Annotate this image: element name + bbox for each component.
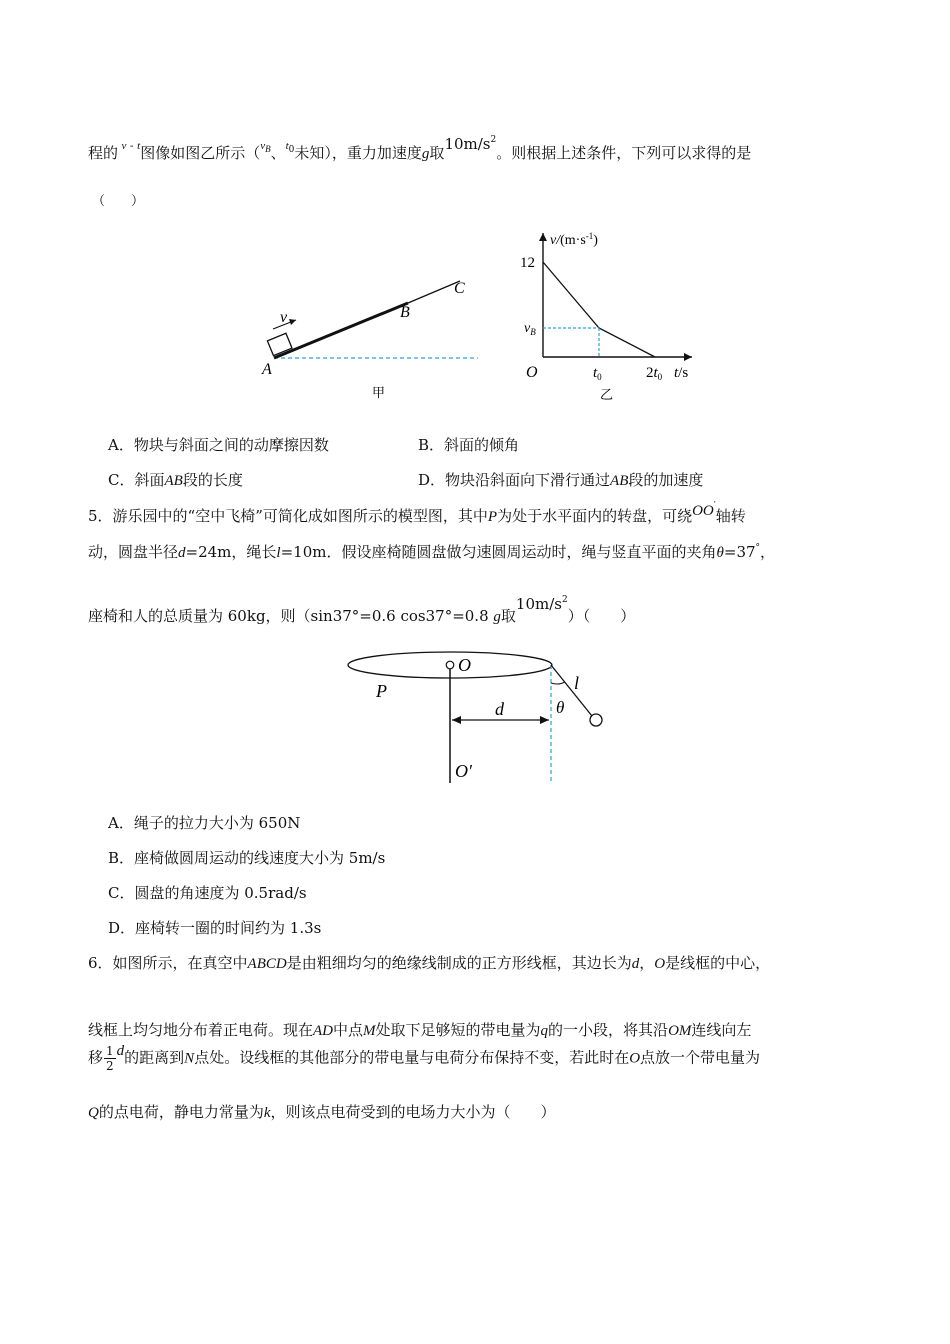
value: =24m	[185, 543, 232, 561]
text: ，绳长	[231, 543, 277, 561]
text: 段的长度	[182, 471, 243, 489]
var-Q: Q	[88, 1105, 99, 1121]
q5-option-a: A．绳子的拉力大小为 650N	[108, 814, 301, 832]
tick-2t0: $2t_0$	[646, 365, 663, 382]
var-d: d	[178, 545, 186, 561]
var-t: t	[285, 140, 289, 152]
axis-t-label: t/s	[674, 365, 689, 381]
text: 的点电荷，静电力常量为	[98, 1103, 264, 1121]
var-d: d	[631, 956, 640, 972]
caption-yi: 乙	[600, 387, 614, 402]
text: 座椅和人的总质量为 60kg，则（sin37°=0.6 cos37°=0.8	[88, 607, 489, 625]
q5-text-line3	[88, 595, 636, 626]
text: 未知），重力加速度	[294, 144, 422, 162]
prime: ′	[713, 501, 716, 511]
q6-text-line2	[88, 1019, 751, 1040]
var-abcd: ABCD	[247, 956, 287, 972]
text: 取	[500, 607, 516, 625]
g-value: 10m/s	[444, 135, 491, 153]
q4-option-a: A．物块与斜面之间的动摩擦因数	[108, 436, 329, 454]
text: 中点	[333, 1021, 364, 1039]
dash: -	[129, 139, 134, 152]
text: 线框上均匀地分布着正电荷。现在	[88, 1021, 314, 1039]
text: 是由粗细均匀的绝缘线制成的正方形线框，其边长为	[286, 954, 632, 972]
figure-flying-chair	[340, 645, 620, 790]
origin-O: O	[526, 364, 538, 381]
axis-v-label: $v/(m\cdot s^{-1})$	[550, 231, 598, 248]
q4-option-c	[108, 469, 243, 490]
text: ）（ ）	[567, 607, 636, 625]
text: 轴转	[715, 507, 746, 525]
q5-text-line1	[88, 501, 746, 526]
text: 6．如图所示，在真空中	[88, 954, 248, 972]
var-d: d	[116, 1042, 125, 1059]
text: ，	[760, 543, 776, 561]
text: 移	[88, 1048, 104, 1067]
var-k: k	[263, 1105, 271, 1121]
q6-text-line4	[88, 1101, 556, 1122]
sub-0: 0	[288, 145, 295, 155]
q5-option-b: B．座椅做圆周运动的线速度大小为 5m/s	[108, 849, 386, 867]
text: 段的加速度	[628, 471, 704, 489]
numerator: 1	[106, 1044, 114, 1058]
figure-yi	[510, 225, 700, 405]
text: 处取下足够短的带电量为	[375, 1021, 541, 1039]
exp: 2	[561, 595, 568, 605]
sep: 、	[270, 144, 286, 162]
value: =10m	[280, 543, 327, 561]
text: 。则根据上述条件，下列可以求得的是	[496, 144, 752, 162]
var-q: q	[540, 1023, 549, 1039]
text: 的距离到	[124, 1048, 185, 1067]
tick-vB: $v_B$	[524, 321, 536, 337]
text: ，则该点电荷受到的电场力大小为（ ）	[270, 1103, 556, 1121]
var-ab: AB	[164, 473, 183, 489]
var-oo: OO	[692, 503, 714, 519]
label-d: d	[495, 699, 504, 719]
var-om: OM	[668, 1023, 692, 1039]
label-C: C	[454, 280, 465, 297]
label-l: l	[574, 673, 580, 693]
text: ，	[639, 954, 655, 972]
q6-text-line1	[88, 952, 770, 973]
text: 点处。设线框的其他部分的带电量与电荷分布保持不变，若此时在	[194, 1048, 630, 1067]
q4-text-line1	[88, 135, 752, 163]
var-p: P	[487, 509, 498, 525]
var-o: O	[629, 1050, 641, 1067]
q4-option-b: B．斜面的倾角	[418, 436, 520, 454]
var-v: v	[260, 140, 266, 152]
q5-option-c: C．圆盘的角速度为 0.5rad/s	[108, 884, 307, 902]
label-v: v	[280, 309, 288, 326]
var-v: v	[121, 140, 127, 152]
degree: °	[755, 543, 761, 553]
label-B: B	[400, 304, 410, 321]
var-ad: AD	[313, 1023, 334, 1039]
text: 取	[429, 144, 445, 162]
q4-answer-paren: （ ）	[92, 194, 145, 209]
value: =37	[723, 543, 756, 561]
tick-12: 12	[520, 255, 535, 271]
text: D．物块沿斜面向下滑行通过	[418, 471, 611, 489]
denominator: 2	[106, 1059, 114, 1073]
var-g: g	[421, 146, 430, 162]
text: ．假设座椅随圆盘做匀速圆周运动时，绳与竖直平面的夹角	[326, 543, 717, 561]
text: 为处于水平面内的转盘，可绕	[497, 507, 693, 525]
text: 是线框的中心，	[665, 954, 771, 972]
q4-option-d	[418, 469, 703, 490]
figure-jia	[250, 265, 490, 405]
text: 的一小段，将其沿	[548, 1021, 669, 1039]
text: 5．游乐园中的“空中飞椅”可简化成如图所示的模型图，其中	[88, 507, 488, 525]
var-g: g	[493, 609, 501, 625]
label-O-prime: O′	[455, 761, 472, 781]
var-ab: AB	[610, 473, 629, 489]
vt-graph-line	[543, 262, 655, 357]
text: 动，圆盘半径	[88, 543, 179, 561]
label-A: A	[262, 361, 272, 378]
var-n: N	[184, 1050, 195, 1067]
text: C．斜面	[108, 471, 165, 489]
label-P: P	[376, 681, 387, 701]
text: 程的	[88, 144, 119, 162]
text: 点放一个带电量为	[640, 1048, 761, 1067]
g-value: 10m/s	[515, 595, 562, 613]
exp: 2	[490, 135, 497, 145]
text: 图像如图乙所示（	[140, 144, 261, 162]
q5-option-d: D．座椅转一圈的时间约为 1.3s	[108, 919, 322, 937]
var-m: M	[363, 1023, 376, 1039]
label-O: O	[458, 655, 471, 675]
var-l: l	[276, 545, 281, 561]
var-theta: θ	[716, 545, 724, 561]
sub-b: B	[265, 144, 271, 154]
text: 连线向左	[691, 1021, 752, 1039]
q6-text-line3	[88, 1044, 760, 1073]
q5-text-line2	[88, 541, 775, 562]
var-t: t	[137, 140, 141, 152]
label-theta: θ	[556, 698, 565, 717]
var-o: O	[654, 956, 666, 972]
caption-jia: 甲	[372, 385, 386, 400]
fraction-half	[104, 1044, 116, 1073]
tick-t0: $t_0$	[593, 365, 602, 382]
